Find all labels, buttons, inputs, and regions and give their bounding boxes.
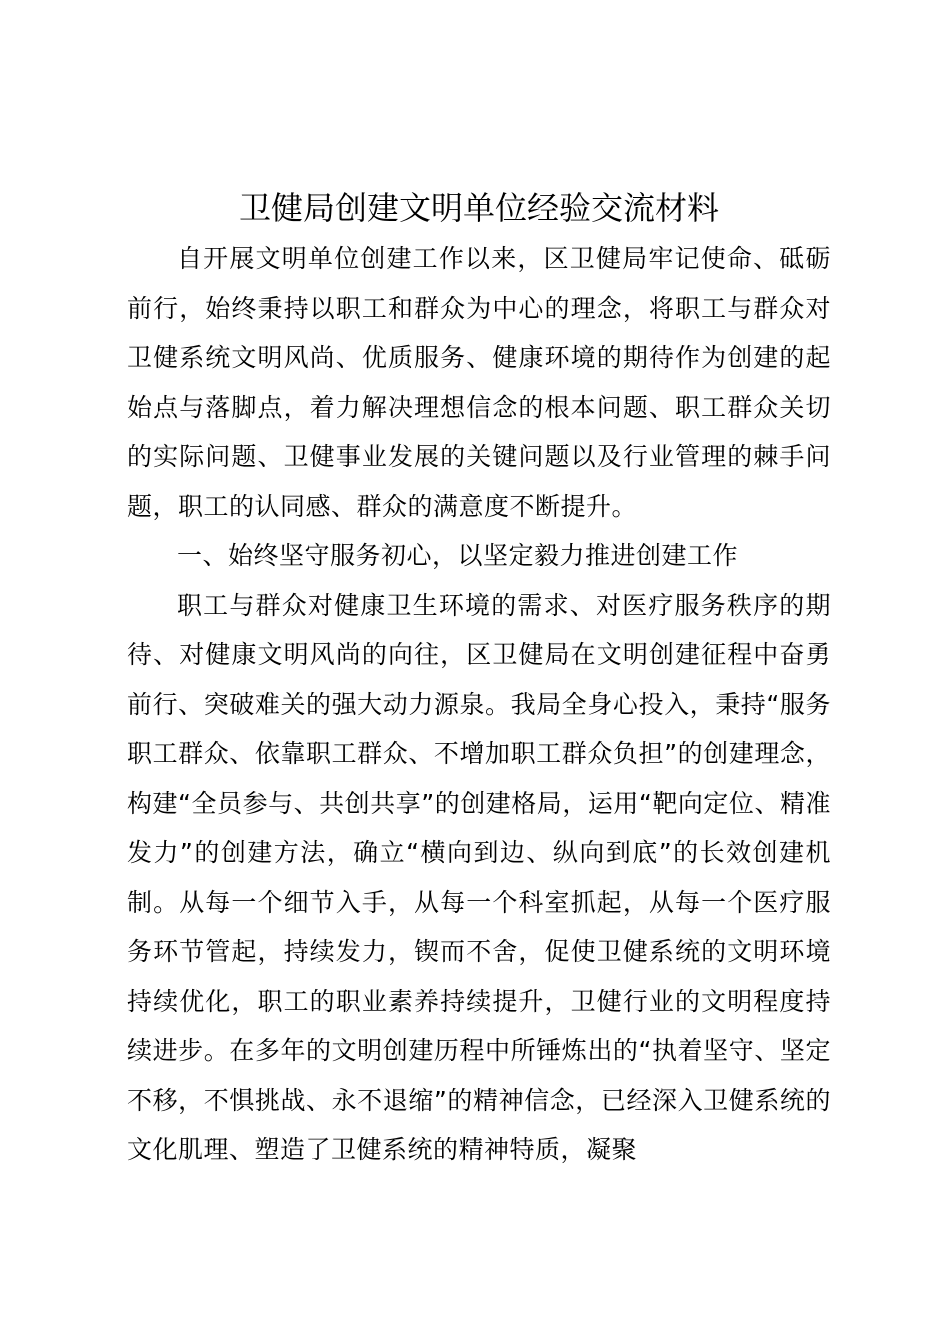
document-body [127, 182, 831, 1175]
intro-paragraph: 自开展文明单位创建工作以来，区卫健局牢记使命、砥砺前行，始终秉持以职工和群众为中心的理念，将职工与群众对卫健系统文明风尚、优质服务、健康环境的期待作为创建的起始点与落脚点，着力解决理想信念的根本问题、职工群众关切的实际问题、卫健事业发展的关键问题以及行业管理的棘手问题，职工的认同感、群众的满意度不断提升。 [127, 244, 831, 521]
section-heading: 一、始终坚守服务初心，以坚定毅力推进创建工作 [177, 541, 739, 570]
document-title: 卫健局创建文明单位经验交流材料 [238, 189, 719, 227]
section-paragraph: 职工与群众对健康卫生环境的需求、对医疗服务秩序的期待、对健康文明风尚的向往，区卫健局在文明创建征程中奋勇前行、突破难关的强大动力源泉。我局全身心投入，秉持“服务职工群众、依靠职工群众、不增加职工群众负担”的创建理念，构建“全员参与、共创共享”的创建格局，运用“靶向定位、精准发力”的创建方法，确立“横向到边、纵向到底”的长效创建机制。从每一个细节入手，从每一个科室抓起，从每一个医疗服务环节管起，持续发力，锲而不舍，促使卫健系统的文明环境持续优化，职工的职业素养持续提升，卫健行业的文明程度持续进步。在多年的文明创建历程中所锤炼出的“执着坚守、坚定不移，不惧挑战、永不退缩”的精神信念，已经深入卫健系统的文化肌理、塑造了卫健系统的精神特质，凝聚 [127, 590, 831, 1164]
